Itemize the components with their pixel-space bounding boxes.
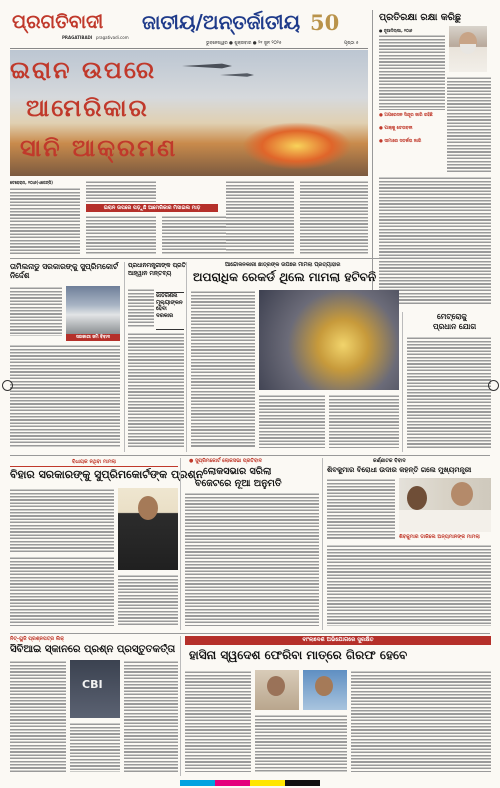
story-right — [402, 312, 494, 452]
sidebar-byline: ● ନୂଆଦିଲ୍ଲୀ, ୨୦ା୬ — [379, 28, 413, 33]
court-text-a — [10, 286, 62, 336]
middle-photo — [259, 290, 399, 390]
pm-text-b — [128, 332, 184, 448]
cbi-kicker: ନିଟ୍-ୟୁଜି ପ୍ରଶ୍ନପତ୍ର ଲିକ୍ — [10, 636, 64, 642]
bihar-text-a — [10, 488, 114, 552]
pm-quote: ଜାତିଗଣନା ମୂଲ୍ୟାଙ୍କନ ହେବା ଦରକାର — [156, 293, 183, 319]
logo-sub: PRAGATIBADI — [62, 35, 93, 40]
right-headline-line1: ମେଟ୍ରୋକୁ — [437, 312, 467, 321]
sidebar-portrait — [449, 26, 487, 72]
shivkumar-caption: ଶିବକୁମାର ଡାକିଲେ ଅନ୍ୟମାନଙ୍କ ମାମଲା — [399, 534, 480, 540]
hasina-text-b — [255, 714, 347, 772]
cbi-text-c — [124, 660, 178, 772]
page-number: ପୃଷ୍ଠା ୫ — [344, 41, 359, 46]
fighter-jet-icon — [182, 62, 232, 70]
shivkumar-kicker: କର୍ଣ୍ଣାଟକ ବିବାଦ — [373, 458, 406, 464]
fighter-jet-icon — [220, 72, 254, 78]
bihar-text-c — [118, 574, 178, 626]
anniversary-number: 50 — [310, 10, 340, 35]
bihar-photo — [118, 488, 178, 570]
lokshabha-headline-line2: ବଜେଟରେ ନୂଆ ଅନୁମତି — [195, 478, 282, 489]
lead-text-col5 — [300, 180, 368, 255]
explosion-graphic — [242, 122, 352, 170]
masthead — [10, 10, 368, 49]
shivkumar-text-b — [327, 544, 491, 626]
sidebar-text-2 — [447, 76, 491, 172]
bihar-headline: ବିହାର ସରକାରଙ୍କୁ ସୁପ୍ରିମକୋର୍ଟଙ୍କ ପ୍ରଶ୍ନ — [10, 468, 204, 481]
shivkumar-headline: ଶିବକୁମାର ବିରୋଧୀ ଉଦାର କହନ୍ତି ଗଲେ ମୁଖ୍ୟମନ୍ତ୍ରୀ — [327, 466, 472, 474]
bihar-kicker: ବିଧାୟକ ନଥିବା ମାମଲା — [71, 459, 117, 465]
court-caption: ସରକାରୀ ଜମି ବିବାଦ — [75, 335, 111, 340]
story-shivkumar — [322, 458, 494, 630]
court-photo — [66, 286, 120, 334]
lead-text-col2 — [86, 180, 156, 202]
registration-mark — [488, 380, 499, 391]
lead-photo — [10, 50, 368, 176]
logo: ପ୍ରଗତିବାଦୀ — [12, 11, 104, 33]
lead-caption: ଇରାନ ଉପରେ ପଡ଼ୁଛି ଆମେରିକାର ମିସାଇଲ ମାଡ଼ — [103, 205, 201, 211]
dateline: ଭୁବନେଶ୍ୱର ● ଶୁକ୍ରବାର ● ୨୧ ଜୁନ ୨୦୨୫ — [206, 41, 282, 46]
lokshabha-text — [185, 492, 319, 626]
lead-text-col1 — [10, 187, 80, 255]
sidebar-title: ପ୍ରତିରକ୍ଷା ରକ୍ଷା କରିଛୁ — [379, 12, 462, 23]
shivkumar-text-a — [327, 478, 395, 540]
website: pragativadi.com — [96, 35, 129, 40]
hasina-photo-1 — [255, 670, 299, 710]
story-lokshabha — [180, 458, 322, 630]
cbi-text-b — [70, 722, 120, 772]
cbi-logo: CBI — [82, 678, 103, 691]
hasina-kicker: ବାଂଲାଦେଶ ଅଭିଯୋଗରେ ସୁରକ୍ଷିତ — [302, 637, 374, 643]
story-bihar — [10, 458, 204, 630]
middle-headline: ଅପରାଧିକ ରେକର୍ଡ ଥିଲେ ମାମଲା ହଟିବନି — [193, 270, 377, 284]
pm-quote-box — [156, 292, 184, 330]
hasina-text-a — [185, 670, 251, 772]
story-pm — [124, 262, 186, 452]
cbi-photo — [70, 660, 120, 718]
sidebar-bullet-1: ● ଅପରେସନ ସିନ୍ଦୂର ଜାରି ରହିଛି — [379, 113, 433, 118]
hasina-photo-2 — [303, 670, 347, 710]
pm-text-a — [128, 288, 154, 328]
color-bar — [180, 780, 320, 786]
anniversary-badge — [310, 10, 346, 36]
cbi-text-a — [10, 660, 66, 772]
story-cbi — [10, 636, 178, 776]
story-court — [10, 262, 120, 452]
lokshabha-kicker: ● ସୁପ୍ରିମକୋର୍ଟ ଲୋକସଭା ପ୍ରତିବାଦ — [189, 458, 262, 464]
middle-text-b — [259, 394, 325, 448]
pm-headline: ପ୍ରଧାନମନ୍ତ୍ରୀଙ୍କ ପ୍ରତି ଆହ୍ୱାନ ମନ୍ତବ୍ୟ — [128, 262, 186, 277]
story-middle — [186, 262, 402, 452]
court-text-b — [10, 344, 120, 448]
lead-text-col4 — [226, 180, 294, 255]
sidebar-text-1 — [379, 34, 445, 110]
lead-story — [10, 50, 368, 256]
court-headline: ତାମିଲନାଡୁ ସରକାରଙ୍କୁ ସୁପ୍ରିମକୋର୍ଟ ନିର୍ଦ୍ଦେଶ — [10, 262, 119, 280]
cbi-headline: ସିବିଆଇ ସ୍କାନରେ ପ୍ରଶ୍ନ ପ୍ରସ୍ତୁତକର୍ତ୍ତା — [10, 644, 176, 655]
lokshabha-headline-line1: ଲୋକସଭାର ସରିଲା — [203, 466, 272, 477]
bihar-text-b — [10, 556, 114, 626]
sidebar-bullet-3: ● ସୀମାରେ ସତର୍କତା ଜାରି — [379, 139, 422, 144]
middle-text-c — [329, 394, 399, 448]
middle-kicker: ଆନ୍ଦୋଳନକାରୀ ଛାତ୍ରଙ୍କ ଉପରେ ମାମଲା ପ୍ରତ୍ୟାହାର — [225, 262, 341, 268]
lead-headline-line2: ଆମେରିକାର — [26, 94, 149, 122]
right-text — [407, 336, 491, 448]
lead-headline-line1: ଇରାନ ଉପରେ — [10, 56, 157, 84]
lead-caption-bar — [86, 204, 218, 212]
bihar-kicker-bar — [10, 458, 178, 467]
right-headline-line2: ପ୍ରଧାନ ଯୋଗ — [433, 322, 477, 331]
lead-text-col2b — [86, 215, 156, 255]
middle-text-a — [191, 290, 255, 448]
hasina-text-c — [351, 670, 491, 772]
shivkumar-photo — [399, 478, 491, 532]
hasina-headline: ହାସିନା ସ୍ୱଦେଶ ଫେରିବା ମାତ୍ରେ ଗିରଫ ହେବେ — [189, 648, 408, 662]
court-caption-bar — [66, 334, 120, 341]
hasina-kicker-bar — [185, 636, 491, 645]
lead-byline: ତେହେରାନ, ୨୦ା୬(ଏଜେନ୍ସି) — [10, 180, 53, 185]
registration-mark — [2, 380, 13, 391]
section-title: ଜାତୀୟ/ଅନ୍ତର୍ଜାତୀୟ — [142, 10, 301, 34]
sidebar-bullet-2: ● ପାକ୍‌କୁ ଚେତାବନୀ — [379, 126, 413, 131]
story-hasina — [180, 636, 494, 776]
lead-text-col3 — [162, 215, 232, 255]
lead-headline-line3: ସାନି ଆକ୍ରମଣ — [20, 134, 178, 162]
